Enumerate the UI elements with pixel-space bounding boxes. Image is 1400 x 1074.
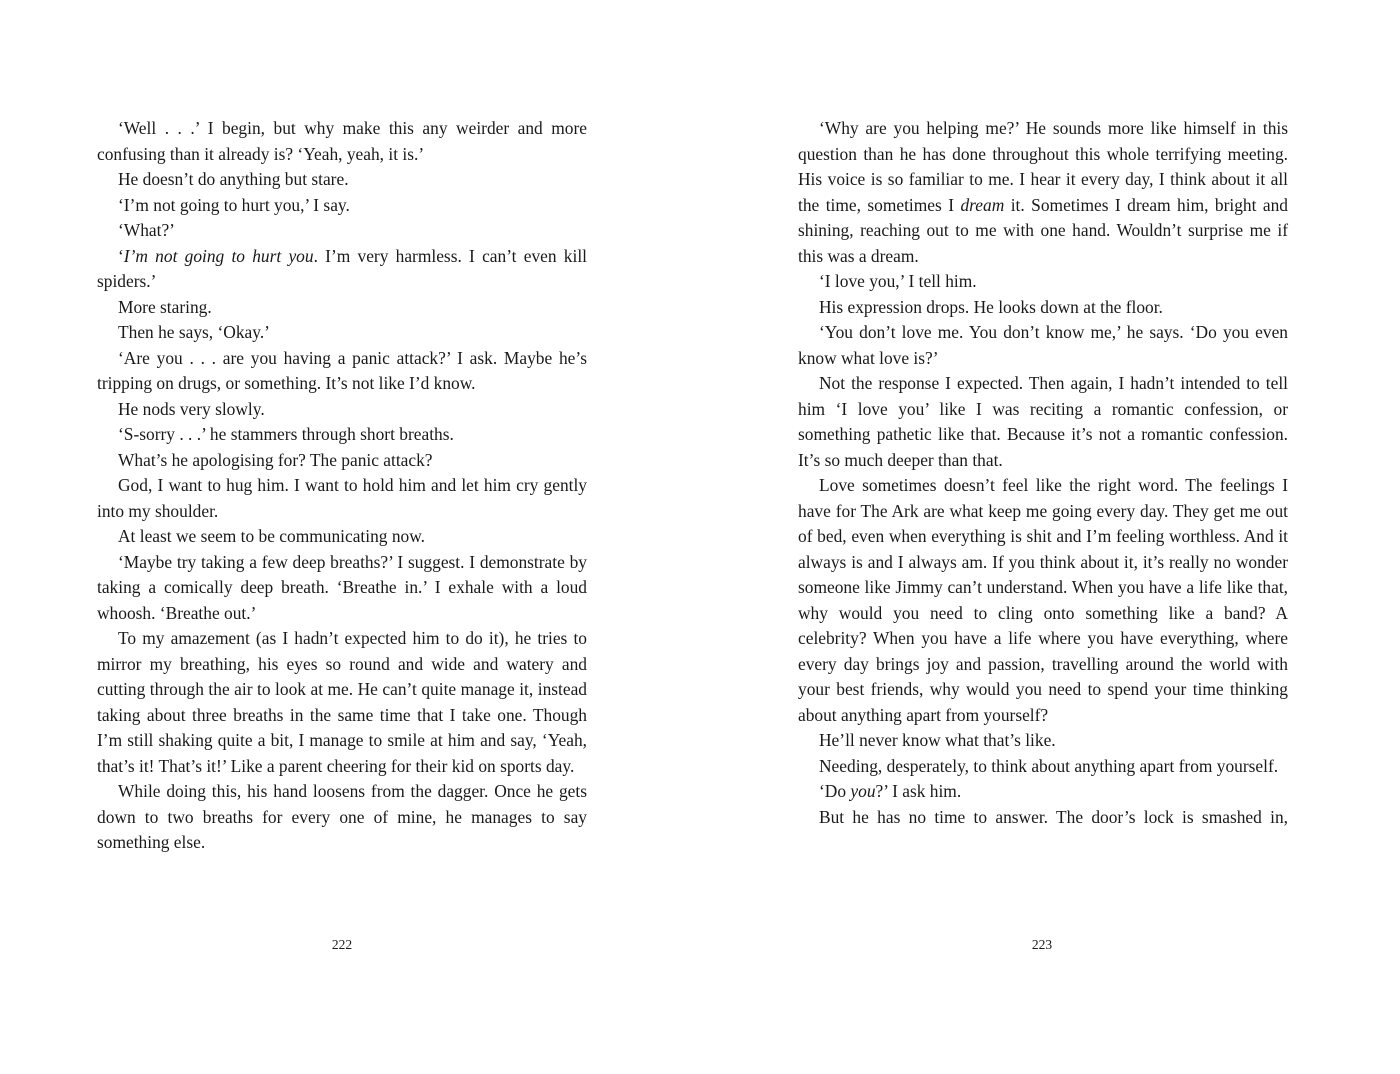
text-run: Needing, desperately, to think about anything apart from yourself.: [819, 755, 1279, 776]
paragraph: [97, 295, 587, 321]
paragraph: [798, 320, 1288, 371]
paragraph: [798, 269, 1288, 295]
text-run: God, I want to hug him. I want to hold him and let him cry gently into my shoulder.: [97, 475, 587, 521]
text-run: He’ll never know what that’s like.: [819, 730, 1056, 750]
paragraph: [798, 754, 1288, 780]
text-run: While doing this, his hand loosens from the dagger. Once he gets down to two breaths for every one of mine, he manages to say something else.: [97, 781, 587, 852]
page-number-left: 222: [331, 937, 353, 952]
text-run: ‘: [118, 245, 124, 266]
paragraph: [798, 805, 1288, 831]
paragraph: [97, 320, 587, 346]
paragraph: [97, 524, 587, 550]
paragraph: [798, 779, 1288, 805]
text-run: ‘Why are you helping me?’ He sounds more like himself in this question than he has done throughout this whole terrifying meeting. His voice is so familiar to me. I hear it every day, I think about it all the time, sometimes I: [798, 118, 1288, 215]
text-run: ‘What?’: [118, 220, 175, 240]
text-run: ‘I love you,’ I tell him.: [819, 271, 977, 291]
text-run: ‘Maybe try taking a few deep breaths?’ I suggest. I demonstrate by taking a comically deep breath. ‘Breathe in.’ I exhale with a loud whoosh. ‘Breathe out.’: [97, 551, 587, 623]
text-run: He nods very slowly.: [118, 398, 265, 419]
paragraph: [97, 346, 587, 397]
left-page-text: [97, 116, 587, 856]
right-page: [798, 116, 1288, 830]
paragraph: [97, 116, 587, 167]
paragraph: [97, 167, 587, 193]
paragraph: [798, 728, 1288, 754]
paragraph: [798, 371, 1288, 473]
italic-text: I’m not going to hurt you: [123, 245, 314, 266]
text-run: Then he says, ‘Okay.’: [118, 322, 270, 342]
paragraph: [798, 295, 1288, 321]
right-page-text: [798, 116, 1288, 830]
paragraph: [97, 550, 587, 627]
paragraph: [97, 448, 587, 474]
paragraph: [97, 626, 587, 779]
text-run: ?’ I ask him.: [875, 781, 962, 801]
text-run: To my amazement (as I hadn’t expected him to do it), he tries to mirror my breathing, his eyes so round and wide and watery and cutting through the air to look at me. He can’t quite manage it, instead taking about three breaths in the same time that I take one. Though I’m still shaking quite a bit, I manage to smile at him and say, ‘Yeah, that’s it! That’s it!’ Like a parent cheering for their kid on sports day.: [97, 628, 587, 776]
text-run: What’s he apologising for? The panic attack?: [118, 449, 433, 470]
text-run: More staring.: [118, 296, 212, 317]
paragraph: [97, 473, 587, 524]
paragraph: [97, 779, 587, 856]
text-run: ‘You don’t love me. You don’t know me,’ he says. ‘Do you even know what love is?’: [798, 322, 1288, 368]
text-run: ‘I’m not going to hurt you,’ I say.: [118, 194, 350, 215]
paragraph: [97, 218, 587, 244]
paragraph: [97, 193, 587, 219]
text-run: . I’m very harmless. I can’t even kill spiders.’: [97, 245, 587, 291]
italic-text: dream: [960, 194, 1005, 215]
text-run: Not the response I expected. Then again, I hadn’t intended to tell him ‘I love you’ like I was reciting a romantic confession, or something pathetic like that. Because it’s not a romantic confession. It’s so much deeper than that.: [798, 373, 1288, 470]
paragraph: [798, 116, 1288, 269]
paragraph: [97, 397, 587, 423]
text-run: ‘Do: [819, 781, 851, 801]
text-run: His expression drops. He looks down at the floor.: [819, 296, 1163, 317]
paragraph: [97, 422, 587, 448]
text-run: ‘S-sorry . . .’ he stammers through short breaths.: [118, 424, 454, 444]
page-number-right: 223: [1031, 937, 1053, 952]
text-run: ‘Well . . .’ I begin, but why make this any weirder and more confusing than it already is? ‘Yeah, yeah, it is.’: [97, 118, 587, 164]
text-run: Love sometimes doesn’t feel like the right word. The feelings I have for The Ark are what keep me going every day. They get me out of bed, even when everything is shit and I’m feeling worthless. And it always is and I always am. If you think about it, it’s really no wonder someone like Jimmy can’t understand. When you have a life like that, why would you need to cling onto something like a band? A celebrity? When you have a life where you have everything, where every day brings joy and passion, travelling around the world with your best friends, why would you need to spend your time thinking about anything apart from yourself?: [798, 475, 1288, 725]
paragraph: [798, 473, 1288, 728]
text-run: But he has no time to answer. The door’s lock is smashed in,: [819, 806, 1288, 827]
italic-text: you: [850, 781, 876, 801]
text-run: it. Sometimes I dream him, bright and shining, reaching out to me with one hand. Wouldn’t surprise me if this was a dream.: [798, 194, 1288, 266]
left-page: [97, 116, 587, 856]
text-run: He doesn’t do anything but stare.: [118, 169, 349, 189]
text-run: ‘Are you . . . are you having a panic attack?’ I ask. Maybe he’s tripping on drugs, or something. It’s not like I’d know.: [97, 347, 587, 393]
text-run: At least we seem to be communicating now.: [118, 526, 425, 546]
paragraph: [97, 244, 587, 295]
